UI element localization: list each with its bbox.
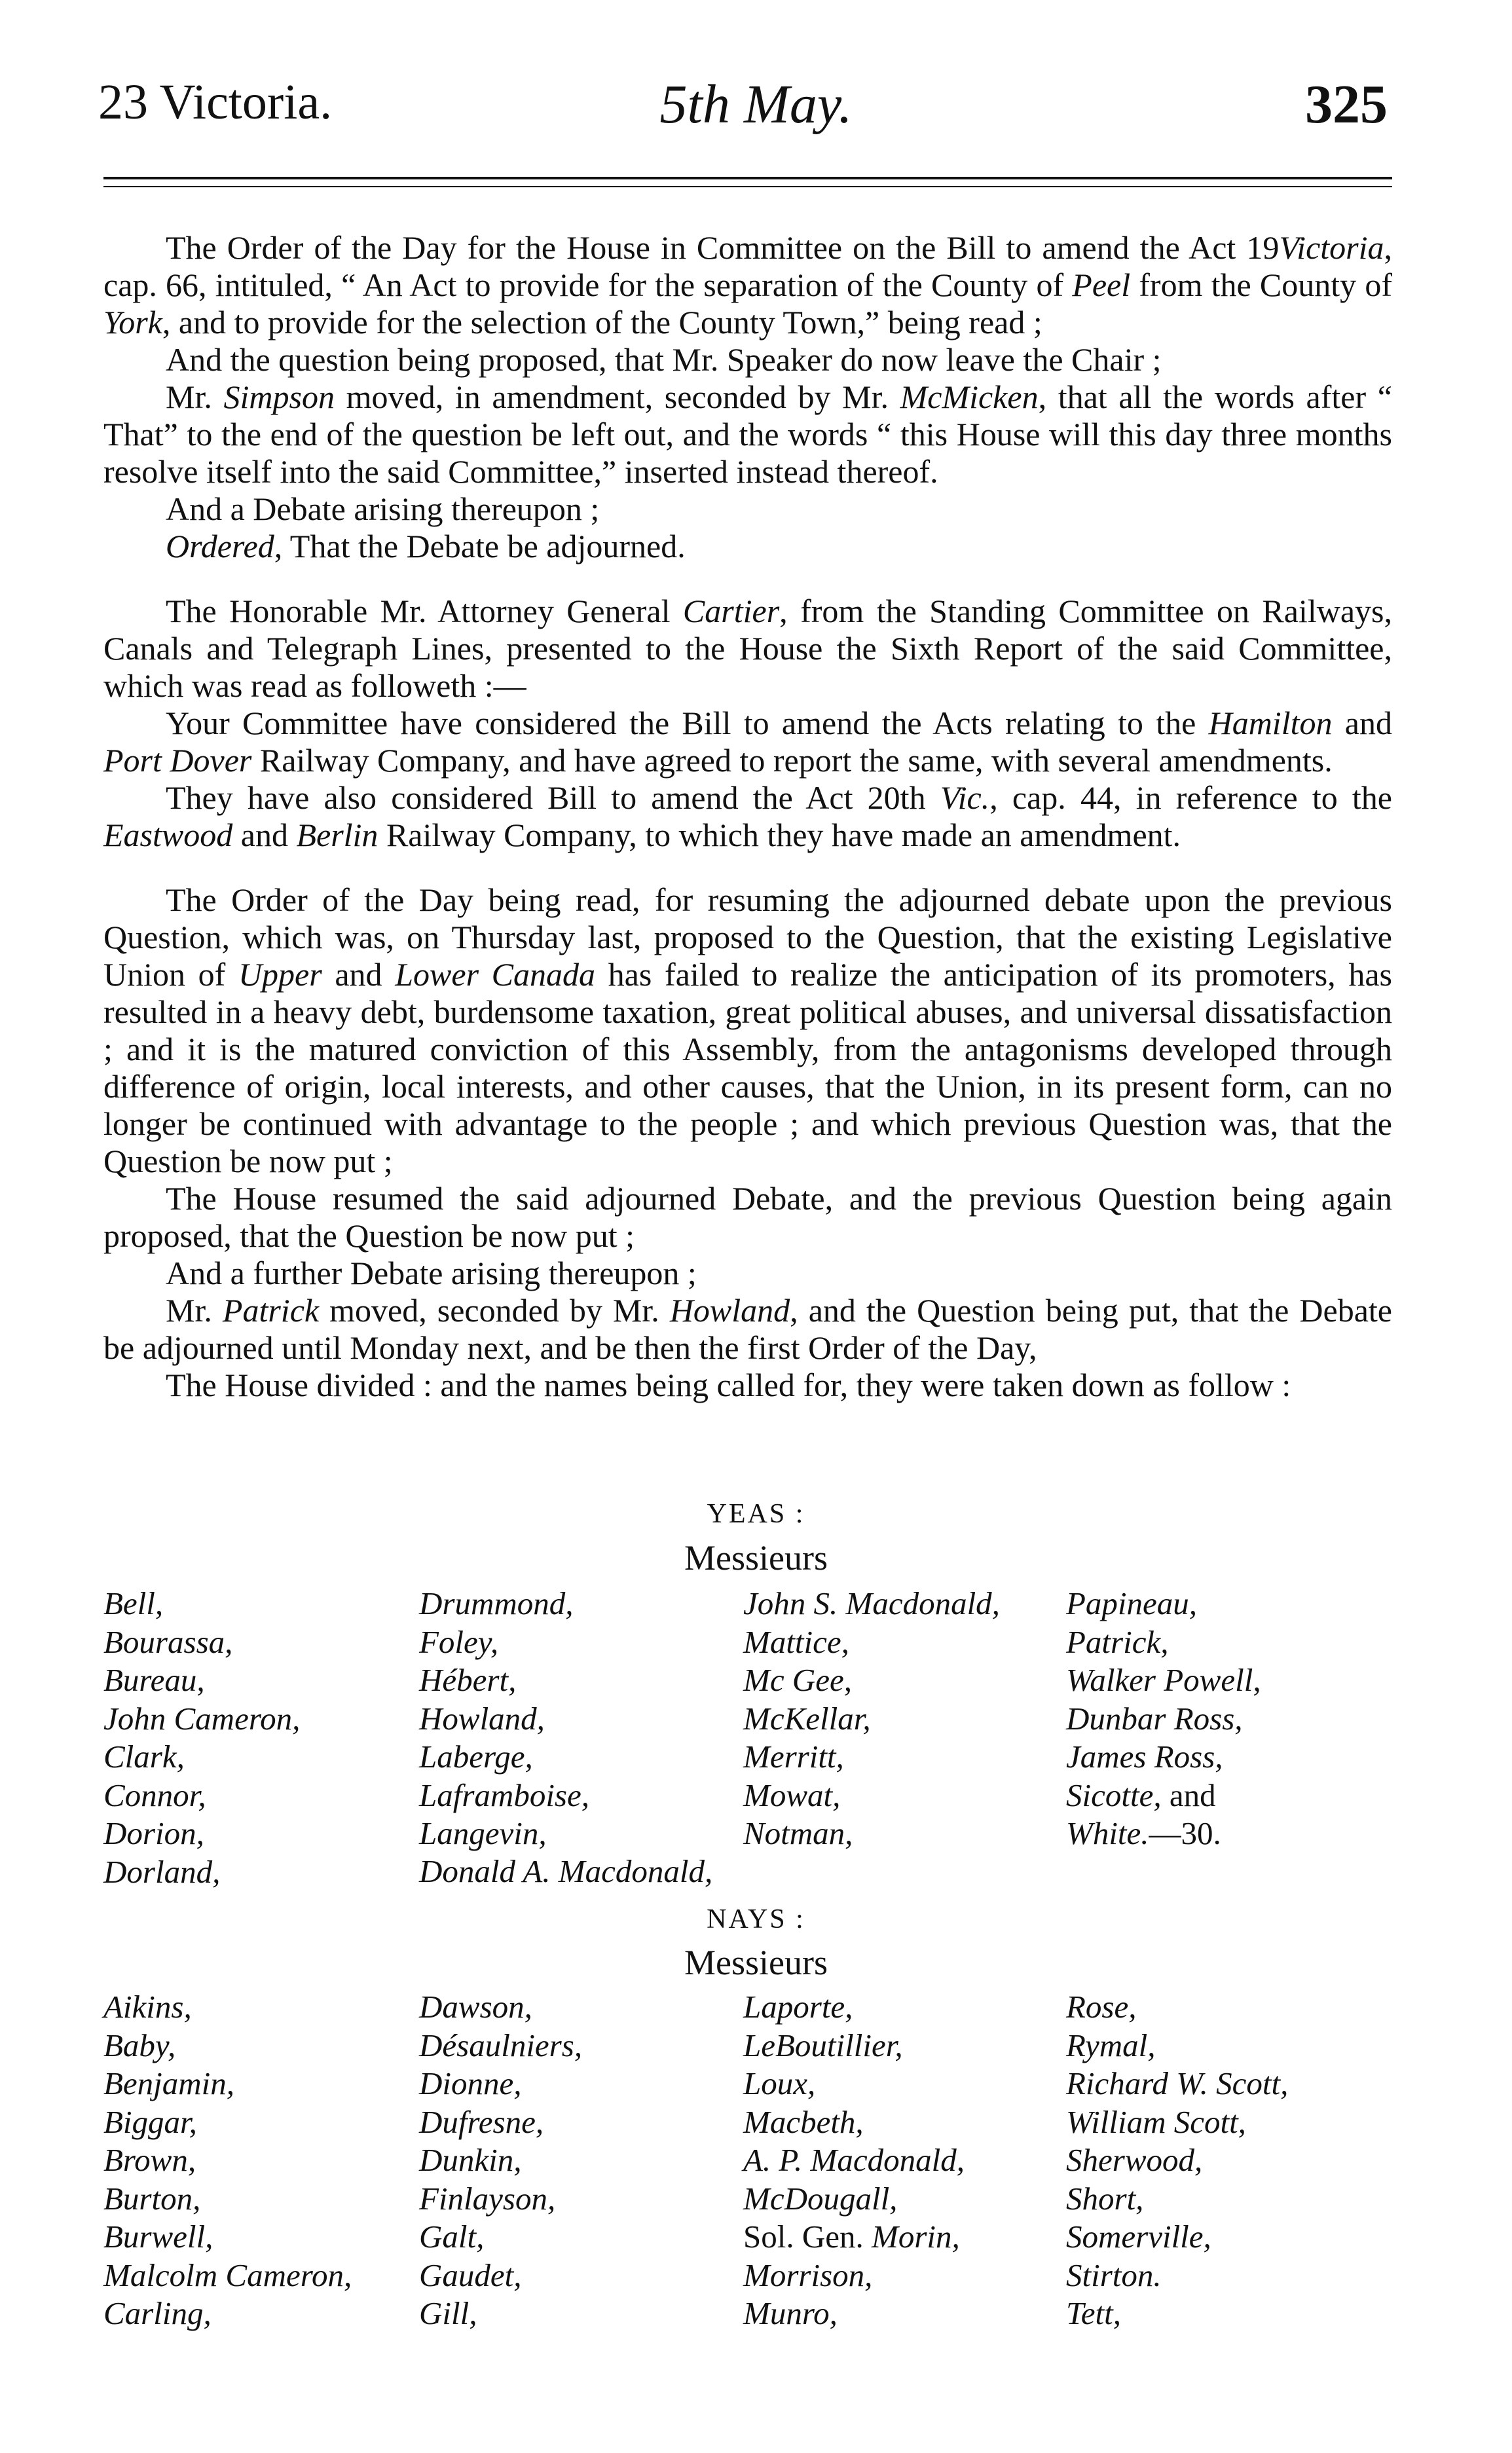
- yea-name: Drummond,: [419, 1585, 574, 1621]
- yea-name: Bourassa,: [103, 1623, 233, 1660]
- nay-name: Short,: [1066, 2180, 1144, 2217]
- yeas-column-3: [743, 1585, 1000, 1853]
- paragraph-ordered-adjourned: Ordered, That the Debate be adjourned.: [166, 528, 686, 564]
- yea-name: Bureau,: [103, 1662, 205, 1698]
- nay-name: Gill,: [419, 2295, 477, 2331]
- paragraph-union-question: The Order of the Day being read, for resuming the adjourned debate upon the previous Question, which was, on Thursday last, proposed to the Question, that the existing Legislative Union of Upper and Lower Canada has failed to realize the anticipation of its promoters, has resulted in a heavy debt, burdensome taxation, great political abuses, and universal dissatisfaction ; and it is the matured conviction of this Assembly, from the antagonisms developed through difference of origin, local interests, and other causes, that the Union, in its present form, can no longer be continued with advantage to the people ; and which previous Question was, that the Question be now put ;: [103, 881, 1392, 1179]
- yea-name: Langevin,: [419, 1815, 547, 1851]
- nay-name: Dunkin,: [419, 2142, 522, 2178]
- yeas-total: —30.: [1149, 1815, 1221, 1851]
- page-number: 325: [1305, 74, 1388, 135]
- paragraph-further-debate: And a further Debate arising thereupon ;: [166, 1255, 697, 1291]
- paragraph-debate-arising: And a Debate arising thereupon ;: [166, 490, 600, 527]
- paragraph-eastwood-railway: They have also considered Bill to amend the Act 20th Vic., cap. 44, in reference to the Eastwood and Berlin Railway Company, to which they have made an amendment.: [103, 779, 1393, 853]
- header-date: 5th May.: [659, 74, 853, 135]
- nay-name: McDougall,: [743, 2180, 898, 2217]
- header-session: 23 Victoria.: [98, 75, 333, 130]
- paragraph-question-proposed: And the question being proposed, that Mr. Speaker do now leave the Chair ;: [166, 341, 1162, 378]
- nay-name: LeBoutillier,: [743, 2027, 903, 2063]
- nay-name: Rose,: [1066, 1989, 1137, 2025]
- yeas-column-1: [103, 1585, 300, 1891]
- yea-name: Clark,: [103, 1739, 185, 1775]
- nay-name: William Scott,: [1066, 2103, 1246, 2140]
- nay-name: Munro,: [743, 2295, 838, 2331]
- yea-name: McKellar,: [743, 1700, 871, 1737]
- header-rule-thick: [103, 177, 1392, 179]
- nay-name: Désaulniers,: [419, 2027, 583, 2063]
- yea-name: Howland,: [419, 1700, 545, 1737]
- paragraph-hamilton-railway: Your Committee have considered the Bill to amend the Acts relating to the Hamilton and Port Dover Railway Company, and have agreed to report the same, with several amendments.: [103, 705, 1392, 779]
- yeas-messieurs: Messieurs: [684, 1538, 828, 1577]
- header-rule-thin: [103, 186, 1392, 187]
- nay-name: Burton,: [103, 2180, 201, 2217]
- yea-name: Dunbar Ross,: [1066, 1700, 1243, 1737]
- yea-name: Dorion,: [103, 1815, 204, 1851]
- nay-name: Baby,: [103, 2027, 176, 2063]
- yea-name: Dorland,: [103, 1853, 221, 1890]
- yea-name: Mattice,: [743, 1623, 849, 1660]
- paragraph-patrick-motion: Mr. Patrick moved, seconded by Mr. Howland, and the Question being put, that the Debate be adjourned until Monday next, and be then the first Order of the Day,: [103, 1292, 1393, 1366]
- nay-name: Aikins,: [103, 1989, 192, 2025]
- yea-name: Notman,: [743, 1815, 853, 1851]
- nay-name: Finlayson,: [419, 2180, 556, 2217]
- yea-name: Bell,: [103, 1585, 164, 1621]
- nay-name: Stirton.: [1066, 2257, 1162, 2293]
- yea-name: John S. Macdonald,: [743, 1585, 1000, 1621]
- yeas-column-2: [419, 1585, 589, 1853]
- paragraph-order-peel-bill: The Order of the Day for the House in Committee on the Bill to amend the Act 19Victoria, cap. 66, intituled, “ An Act to provide for the separation of the County of Peel from the County of York, and to provide for the selection of the County Town,” being read ;: [103, 229, 1392, 341]
- yea-name: Connor,: [103, 1777, 206, 1813]
- yeas-column-4: [1066, 1585, 1261, 1853]
- yea-name: Hébert,: [419, 1662, 517, 1698]
- yeas-heading: YEAS :: [707, 1499, 805, 1529]
- nay-name: Dionne,: [419, 2065, 522, 2101]
- nay-name: Malcolm Cameron,: [103, 2257, 352, 2293]
- nay-name: A. P. Macdonald,: [743, 2142, 965, 2178]
- nays-messieurs: Messieurs: [684, 1943, 828, 1982]
- yea-name: Mowat,: [743, 1777, 841, 1813]
- nay-name: Macbeth,: [743, 2103, 864, 2140]
- nay-name: Tett,: [1066, 2295, 1121, 2331]
- nay-name: Dawson,: [419, 1989, 532, 2025]
- yea-name: John Cameron,: [103, 1700, 301, 1737]
- nay-name: Burwell,: [103, 2219, 213, 2255]
- nays-column-1: [103, 1988, 352, 2333]
- yea-name: Merritt,: [743, 1739, 844, 1775]
- nay-name: Laporte,: [743, 1989, 853, 2025]
- yea-name: Donald A. Macdonald,: [419, 1853, 713, 1889]
- nays-column-3: [743, 1988, 965, 2333]
- yea-name: Mc Gee,: [743, 1662, 852, 1698]
- yea-name-last: White.—30.: [1066, 1815, 1221, 1851]
- paragraph-house-resumed: The House resumed the said adjourned Debate, and the previous Question being again proposed, that the Question be now put ;: [103, 1180, 1392, 1254]
- yea-name: Walker Powell,: [1066, 1662, 1261, 1698]
- nay-name: Benjamin,: [103, 2065, 235, 2101]
- nay-name: Dufresne,: [419, 2103, 544, 2140]
- nay-name: Gaudet,: [419, 2257, 522, 2293]
- nay-name: Galt,: [419, 2219, 485, 2255]
- paragraph-house-divided: The House divided : and the names being called for, they were taken down as follow :: [166, 1367, 1291, 1403]
- nay-name: Brown,: [103, 2142, 196, 2178]
- nay-name: Morrison,: [743, 2257, 873, 2293]
- yea-name: James Ross,: [1066, 1739, 1223, 1775]
- paragraph-cartier-report: The Honorable Mr. Attorney General Cartier, from the Standing Committee on Railways, Canals and Telegraph Lines, presented to the House the Sixth Report of the said Committee, which was read as followeth :—: [103, 593, 1392, 704]
- nay-name: Loux,: [743, 2065, 816, 2101]
- nays-heading: NAYS :: [707, 1904, 805, 1934]
- nay-name: Carling,: [103, 2295, 212, 2331]
- nay-name: Richard W. Scott,: [1066, 2065, 1289, 2101]
- nays-column-4: [1066, 1988, 1288, 2333]
- yea-name-pair: Sicotte, and: [1066, 1777, 1216, 1813]
- yea-name: Laframboise,: [419, 1777, 590, 1813]
- nay-name: Sherwood,: [1066, 2142, 1203, 2178]
- yea-name: Foley,: [419, 1623, 499, 1660]
- yea-name: Papineau,: [1066, 1585, 1198, 1621]
- yea-name: Patrick,: [1066, 1623, 1169, 1660]
- paragraph-simpson-amendment: Mr. Simpson moved, in amendment, seconded by Mr. McMicken, that all the words after “ That” to the end of the question be left out, and the words “ this House will this day three months resolve itself into the said Committee,” inserted instead thereof.: [103, 378, 1392, 490]
- nay-name-solgen: Sol. Gen. Morin,: [743, 2219, 960, 2255]
- nay-name: Rymal,: [1066, 2027, 1156, 2063]
- yea-name: Laberge,: [419, 1739, 533, 1775]
- nay-name: Somerville,: [1066, 2219, 1211, 2255]
- journal-body: [103, 229, 1392, 1404]
- nays-column-2: [419, 1988, 582, 2333]
- nay-name: Biggar,: [103, 2103, 197, 2140]
